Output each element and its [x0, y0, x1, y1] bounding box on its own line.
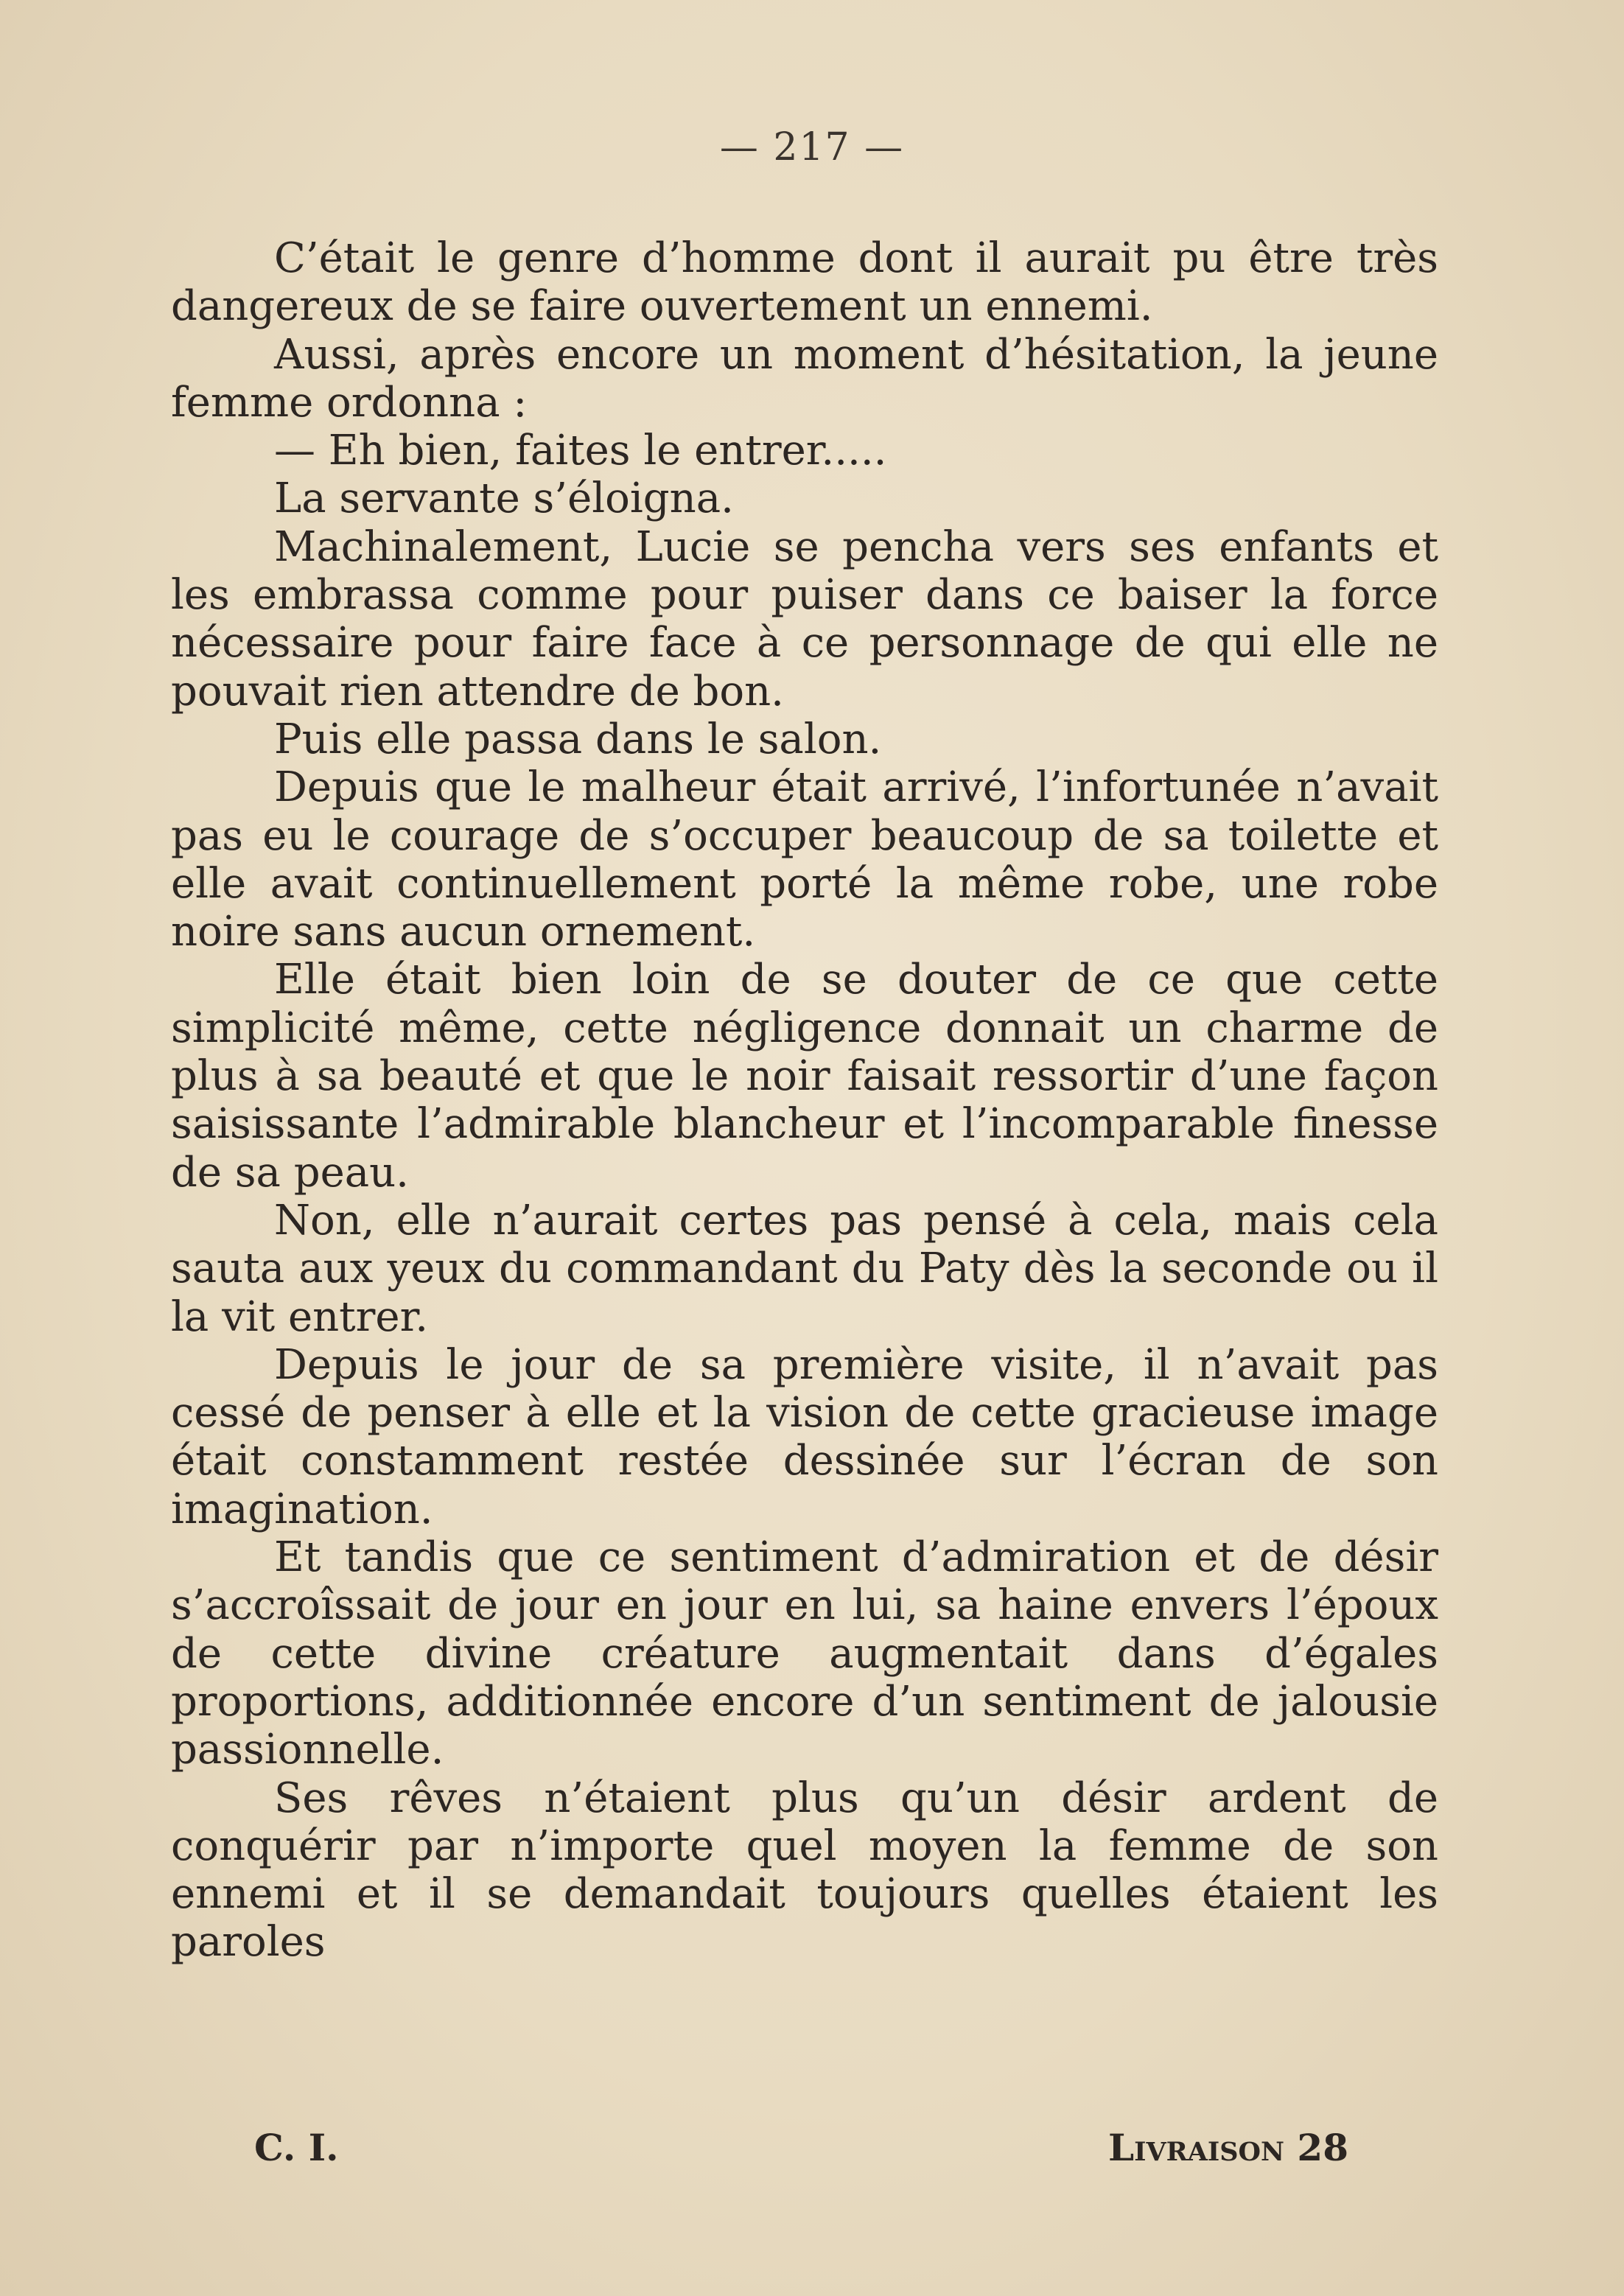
paragraph: — Eh bien, faites le entrer..... [274, 427, 887, 475]
paragraph: Aussi, après encore un moment d’hésitation, la jeune femme ordonna : [171, 330, 1438, 427]
paragraph: Machinalement, Lucie se pencha vers ses enfants et les embrassa comme pour puiser dans ce baiser la force nécessaire pour faire face à ce personnage de qui elle ne pouvait rien attendre de bon. [171, 522, 1438, 715]
footer-signature: C. I. [254, 2126, 339, 2169]
paragraph: Depuis le jour de sa première visite, il n’avait pas cessé de penser à elle et la vision de cette gracieuse image était constamment restée dessinée sur l’écran de son imagination. [171, 1340, 1438, 1533]
paragraph: Puis elle passa dans le salon. [274, 715, 882, 763]
paragraph: La servante s’éloigna. [274, 475, 734, 523]
paragraph: Ses rêves n’étaient plus qu’un désir ardent de conquérir par n’importe quel moyen la femme de son ennemi et il se demandait toujours quelles étaient les paroles [171, 1774, 1438, 1967]
body-text [171, 234, 1438, 1967]
paragraph: Non, elle n’aurait certes pas pensé à cela, mais cela sauta aux yeux du commandant du Paty dès la seconde ou il la vit entrer. [171, 1196, 1438, 1341]
paragraph: Depuis que le malheur était arrivé, l’infortunée n’avait pas eu le courage de s’occuper beaucoup de sa toilette et elle avait continuellement porté la même robe, une robe noire sans aucun ornement. [171, 763, 1438, 956]
paragraph: Elle était bien loin de se douter de ce que cette simplicité même, cette négligence donnait un charme de plus à sa beauté et que le noir faisait ressortir d’une façon saisissante l’admirable blancheur et l’incomparable finesse de sa peau. [171, 956, 1438, 1197]
paragraph: C’était le genre d’homme dont il aurait pu être très dangereux de se faire ouvertement un ennemi. [171, 234, 1438, 331]
page-number: — 217 — [719, 125, 905, 169]
footer-livraison: Livraison 28 [1107, 2126, 1348, 2169]
paragraph: Et tandis que ce sentiment d’admiration et de désir s’accroîssait de jour en jour en lui, sa haine envers l’époux de cette divine créature augmentait dans d’égales proportions, additionnée encore d’un sentiment de jalousie passionnelle. [171, 1533, 1438, 1774]
